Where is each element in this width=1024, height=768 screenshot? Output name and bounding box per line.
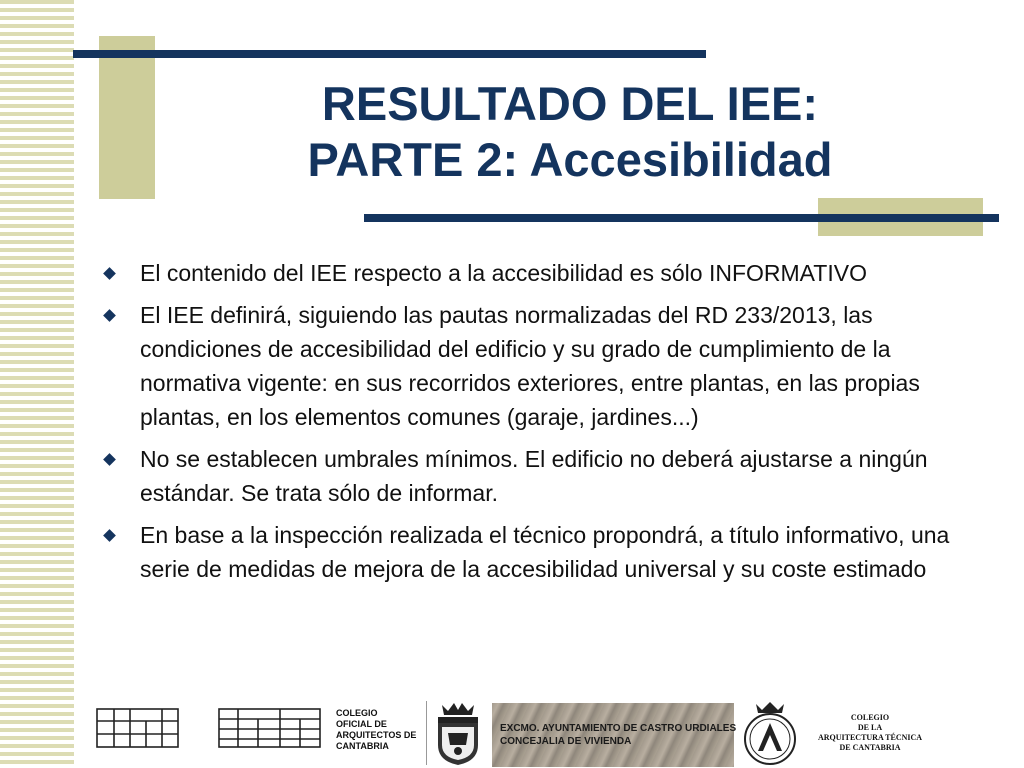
coat-line-1: COLEGIO: [850, 713, 890, 722]
coa-line-1: COLEGIO: [336, 708, 378, 718]
bullet-item: [102, 518, 982, 586]
ayuntamiento-banner: [492, 703, 737, 767]
ayuntamiento-line-2: CONCEJALIA DE VIVIENDA: [500, 736, 632, 747]
bullet-item: [102, 298, 982, 434]
coat-line-2: DE LA: [857, 723, 883, 732]
diamond-bullet-icon: [103, 267, 116, 280]
decorative-block-left: [99, 36, 155, 199]
bullet-list: [102, 256, 982, 594]
coa-line-2: OFICIAL DE: [336, 719, 387, 729]
bullet-text: El contenido del IEE respecto a la accesibilidad es sólo INFORMATIVO: [140, 260, 867, 286]
coat-line-4: DE CANTABRIA: [839, 743, 901, 752]
ayuntamiento-line-1: EXCMO. AYUNTAMIENTO DE CASTRO URDIALES: [500, 723, 737, 734]
building-sketch-icon: [96, 707, 180, 749]
town-crest-icon: [432, 701, 484, 767]
building-sketch-icon: [218, 707, 322, 749]
bullet-item: [102, 442, 982, 510]
bullet-item: [102, 256, 982, 290]
coa-line-3: ARQUITECTOS DE: [336, 730, 417, 740]
diamond-bullet-icon: [103, 453, 116, 466]
bullet-text: No se establecen umbrales mínimos. El edificio no deberá ajustarse a ningún estándar. Se trata sólo de informar.: [140, 446, 928, 506]
bullet-text: El IEE definirá, siguiendo las pautas normalizadas del RD 233/2013, las condiciones de accesibilidad del edificio y su grado de cumplimiento de la normativa vigente: en sus recorridos exteriores, entre plantas, en las propias plantas, en los elementos comunes (garaje, jardines...): [140, 302, 920, 430]
coat-cantabria-logo-text: [805, 713, 935, 753]
coat-line-3: ARQUITECTURA TÉCNICA: [817, 733, 923, 742]
title-rule-bottom: [364, 214, 999, 222]
diamond-bullet-icon: [103, 309, 116, 322]
title-rule-top: [73, 50, 706, 58]
slide-title-line-2: PARTE 2: Accesibilidad: [307, 133, 833, 186]
bullet-text: En base a la inspección realizada el técnico propondrá, a título informativo, una serie de medidas de mejora de la accesibilidad universal y su coste estimado: [140, 522, 950, 582]
slide-title: [160, 76, 980, 188]
coa-line-4: CANTABRIA: [336, 741, 389, 751]
footer-divider: [426, 701, 427, 765]
coa-cantabria-logo-text: [336, 708, 416, 752]
coat-crest-icon: [742, 701, 798, 767]
diamond-bullet-icon: [103, 529, 116, 542]
decorative-stripes: [0, 0, 74, 768]
slide-title-line-1: RESULTADO DEL IEE:: [321, 77, 819, 130]
footer-logos: [90, 697, 1024, 768]
